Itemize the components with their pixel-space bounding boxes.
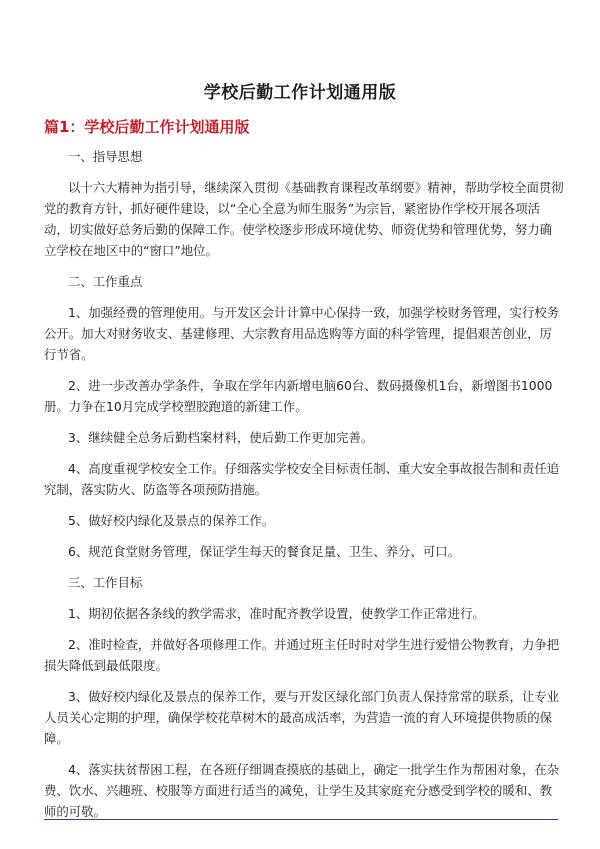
paragraph-focus-6: 6、规范食堂财务管理，保证学生每天的餐食足量、卫生、养分、可口。 [68,544,460,559]
paragraph-focus-1: 1、加强经费的管理使用。与开发区会计计算中心保持一致，加强学校财务管理，实行校务公开。加大对财务收支、基建修理、大宗教育用品选购等方面的科学管理，提倡艰苦创业，厉行节省。 [44,305,560,362]
footer-divider [44,819,558,820]
heading-guiding-thought: 一、指导思想 [68,149,143,164]
heading-work-focus: 二、工作重点 [68,274,143,289]
paragraph-focus-5: 5、做好校内绿化及景点的保养工作。 [68,513,275,528]
section-title: 篇1：学校后勤工作计划通用版 [44,118,250,136]
paragraph-focus-4: 4、高度重视学校安全工作。仔细落实学校安全目标责任制、重大安全事故报告制和责任追究制，落实防火、防盗等各项预防措施。 [44,461,560,497]
paragraph-guiding-thought: 以十六大精神为指引导，继续深入贯彻《基础教育课程改革纲要》精神，帮助学校全面贯彻党的教育方针，抓好硬件建设，以“全心全意为师生服务”为宗旨，紧密协作学校开展各项活动，切实做好总务后勤的保障工作。使学校逐步形成环境优势、师资优势和管理优势，努力确立学校在地区中的“窗口”地位。 [44,180,564,258]
paragraph-goal-2: 2、准时检查，并做好各项修理工作。并通过班主任时时对学生进行爱惜公物教育，力争把损失降低到最低限度。 [44,637,560,673]
paragraph-goal-3: 3、做好校内绿化及景点的保养工作，要与开发区绿化部门负责人保持常常的联系，让专业人员关心定期的护理，确保学校花草树木的最高成活率，为营造一流的育人环境提供物质的保障。 [44,689,560,746]
paragraph-focus-2: 2、进一步改善办学条件，争取在学年内新增电脑60台、数码摄像机1台，新增图书1000册。力争在10月完成学校塑胶跑道的新建工作。 [44,378,553,414]
heading-work-goals: 三、工作目标 [68,575,143,590]
document-body [44,146,564,832]
document-title: 学校后勤工作计划通用版 [203,83,397,103]
paragraph-focus-3: 3、继续健全总务后勤档案材料，使后勤工作更加完善。 [68,430,374,445]
paragraph-goal-4: 4、落实扶贫帮困工程，在各班仔细调查摸底的基础上，确定一批学生作为帮困对象，在杂费、饮水、兴趣班、校服等方面进行适当的减免，让学生及其家庭充分感受到学校的暖和、教师的可敬。 [44,762,560,819]
paragraph-goal-1: 1、期初依据各条线的教学需求，准时配齐教学设置，使教学工作正常进行。 [68,606,485,621]
